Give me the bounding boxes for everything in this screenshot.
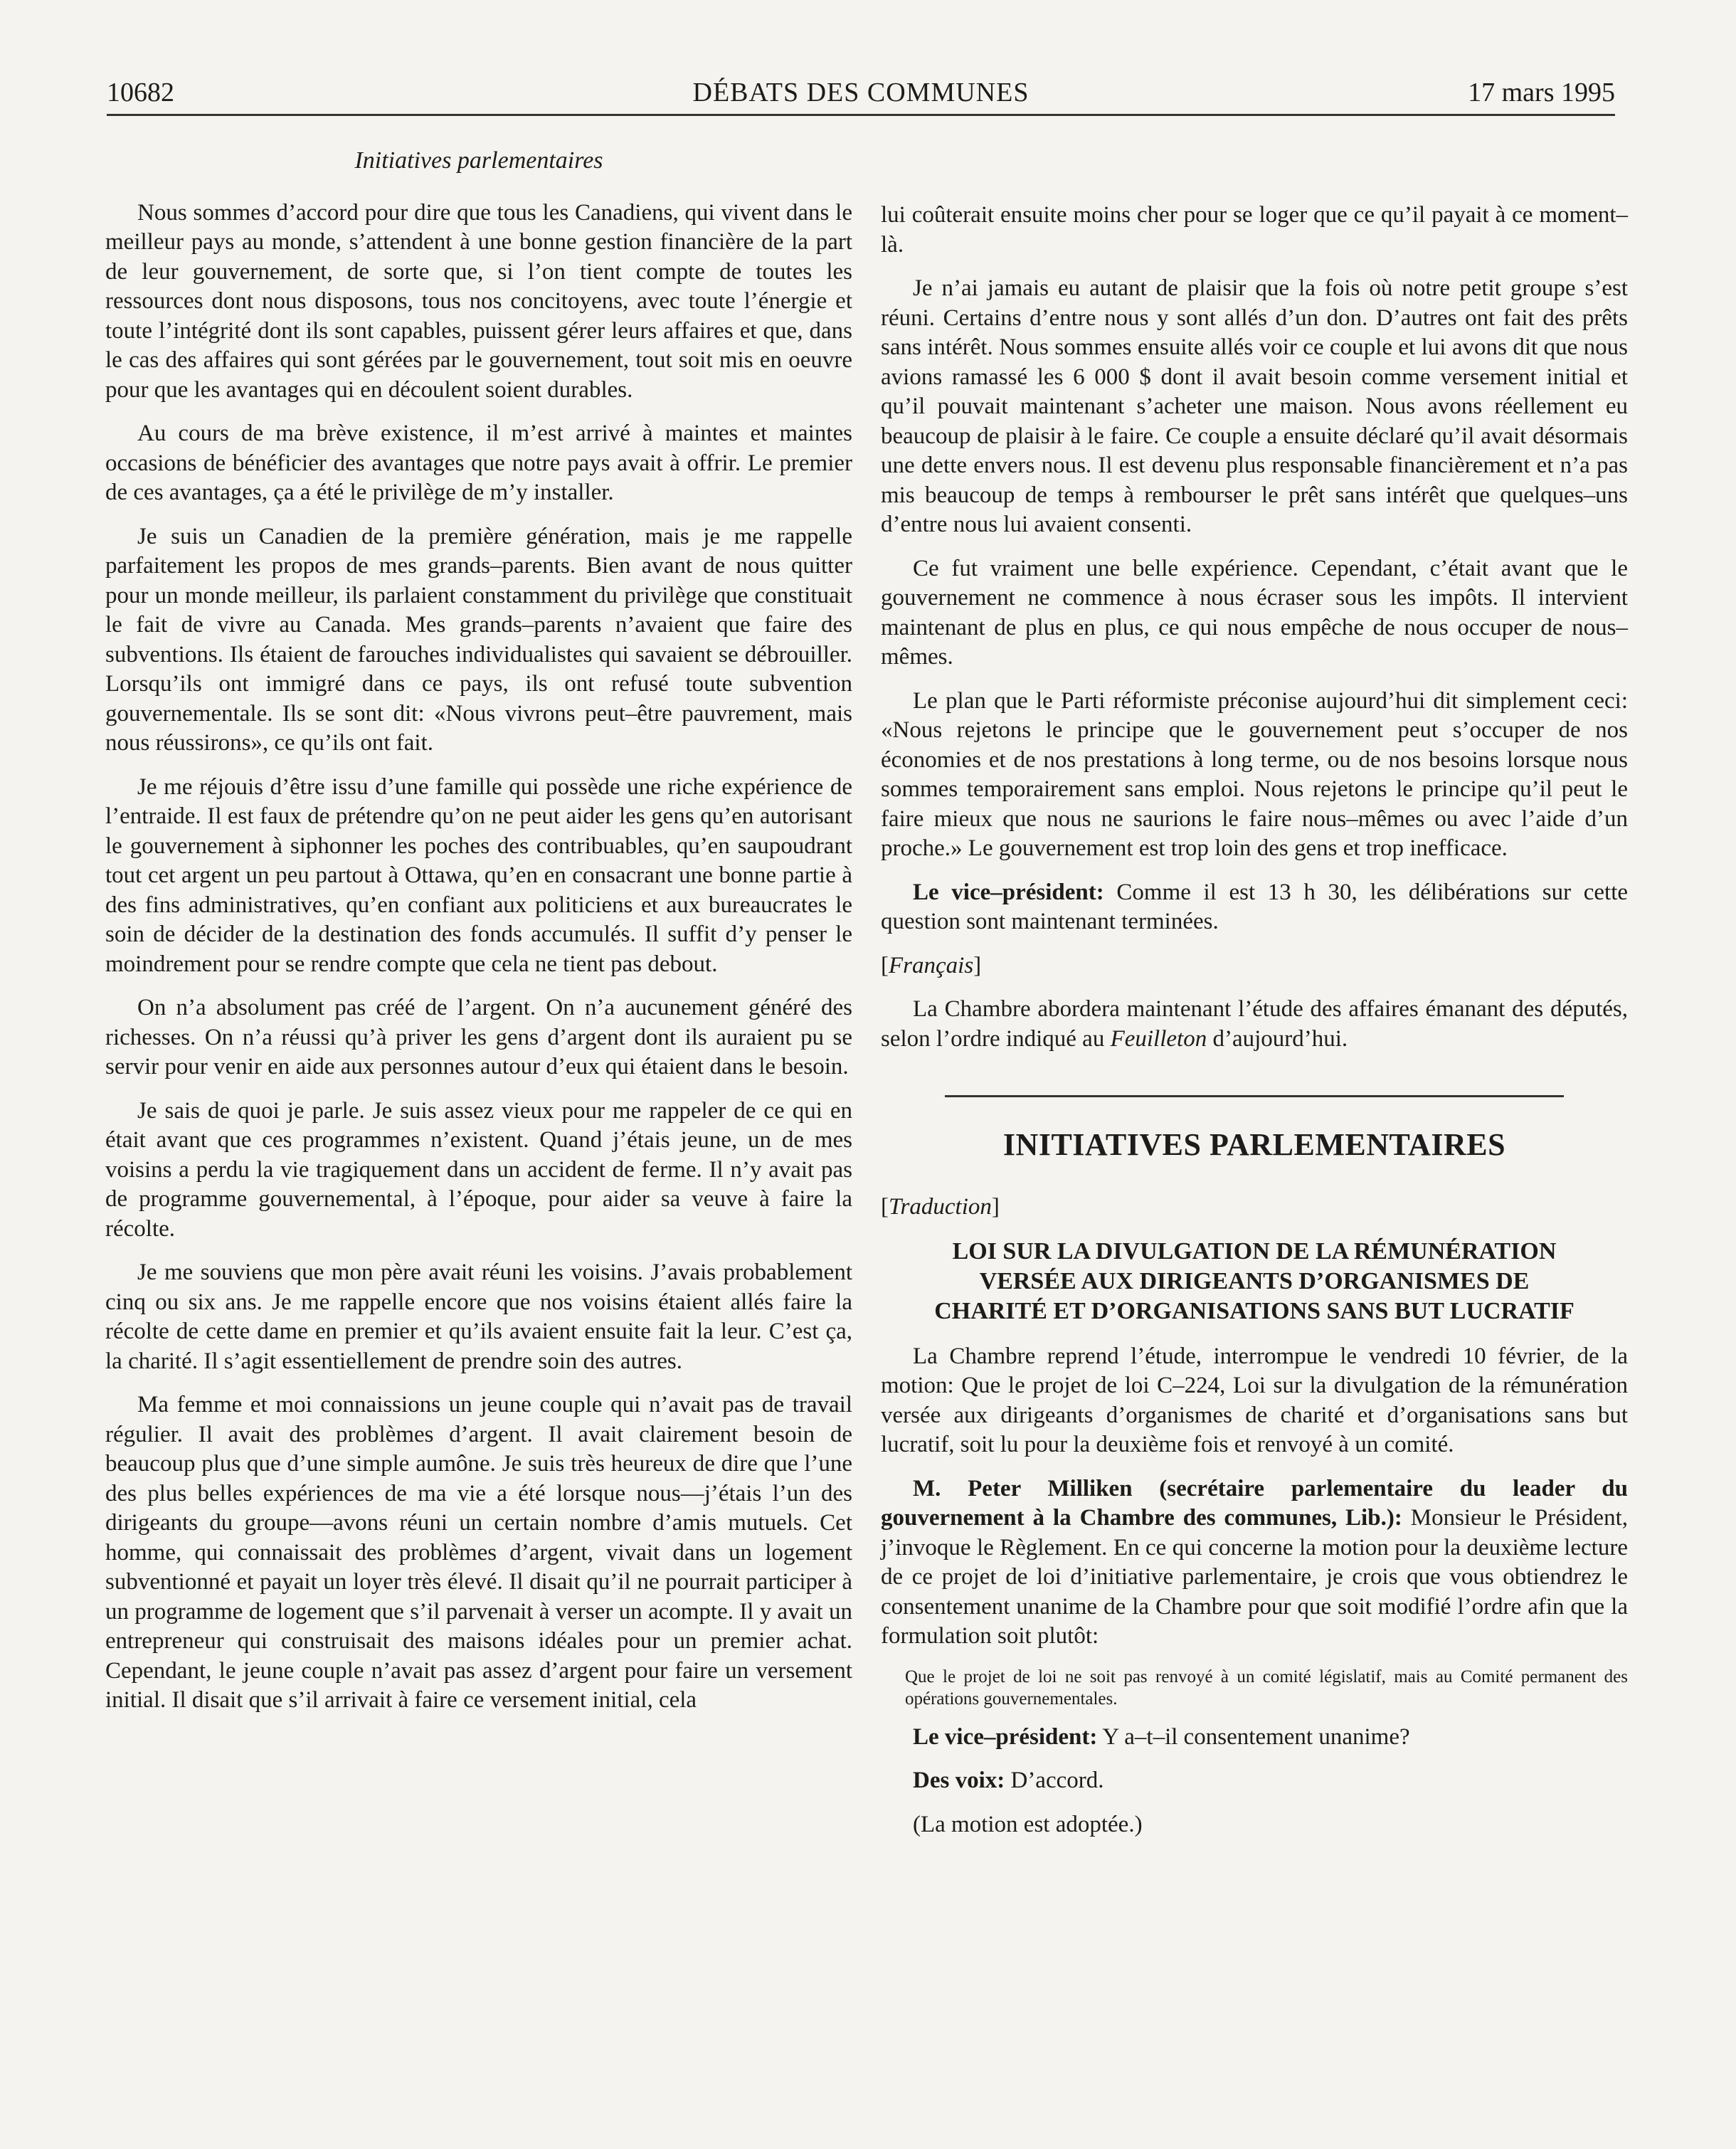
speech-text: Y a–t–il consentement unanime? bbox=[1102, 1723, 1410, 1750]
paragraph: Je sais de quoi je parle. Je suis assez vieux pour me rappeler de ce qui en était avant que ces programmes n’existent. Quand j’étais jeune, un de mes voisins a perdu la vie tragiquement dans un accident de ferme. Il n’y avait pas de programme gouvernemental, à l’époque, pour aider sa veuve à faire la récolte. bbox=[105, 1097, 852, 1242]
paragraph: Le plan que le Parti réformiste préconise aujourd’hui dit simplement ceci: «Nous rejetons le principe que le gouvernement peut s’occuper de nos économies et de nos prestations à long terme, ou de nos besoins lorsque nous sommes temporairement sans emploi. Nous rejetons le principe qu’il peut le faire mieux que nous ne saurions le faire nous–mêmes ou avec l’aide d’un proche.» Le gouvernement est trop loin des gens et trop inefficace. bbox=[881, 687, 1628, 861]
section-label: Initiatives parlementaires bbox=[354, 147, 603, 174]
paragraph: Ma femme et moi connaissions un jeune couple qui n’avait pas de travail régulier. Il avait des problèmes d’argent. Il avait clairement besoin de beaucoup plus que d’une simple aumône. Je suis très heureux de dire que l’une des plus belles expériences de ma vie a été lorsque nous—j’étais l’un des dirigeants du groupe—avons réuni un certain nombre d’amis mutuels. Cet homme, qui connaissait des problèmes d’argent, vivait dans un logement subventionné et payait un loyer très élevé. Il disait qu’il ne pourrait participer à un programme de logement que s’il parvenait à verser un acompte. Il y avait un entrepreneur qui construisait des maisons idéales pour un premier achat. Cependant, le jeune couple n’avait pas assez d’argent pour faire un versement initial. Il disait que s’il arrivait à faire ce versement initial, cela bbox=[105, 1392, 852, 1713]
speech-voices bbox=[881, 1766, 1628, 1796]
language-tag-text: Français bbox=[889, 952, 974, 978]
paragraph: Au cours de ma brève existence, il m’est arrivé à maintes et maintes occasions de bénéficier des avantages que notre pays avait à offrir. Le premier de ces avantages, ça a été le privilège de m’y installer. bbox=[105, 421, 852, 505]
chamber-text-end: d’aujourd’hui. bbox=[1212, 1025, 1348, 1052]
paragraph: Nous sommes d’accord pour dire que tous les Canadiens, qui vivent dans le meilleur pays au monde, s’attendent à une bonne gestion financière de la part de leur gouvernement, de sorte que, si l’on tient compte de toutes les ressources dont nous disposons, tous nos concitoyens, avec toute l’énergie et toute l’intégrité dont ils sont capables, puissent gérer leurs affaires et que, dans le cas des affaires qui sont gérées par le gouvernement, tout soit mis en oeuvre pour que les avantages qui en découlent soient durables. bbox=[105, 199, 852, 403]
bill-title-line: VERSÉE AUX DIRIGEANTS D’ORGANISMES DE bbox=[979, 1267, 1530, 1294]
left-column bbox=[105, 146, 852, 1730]
speech-text: Comme il est 13 h 30, les délibérations sur cette question sont maintenant terminées. bbox=[881, 879, 1629, 934]
paragraph: Je me souviens que mon père avait réuni les voisins. J’avais probablement cinq ou six ans. Je me rappelle encore que nos voisins étaient allés faire la récolte de cette dame en premier et qu’ils avaient ensuite fait la leur. C’est ça, la charité. Il s’agit essentiellement de prendre soin des autres. bbox=[105, 1260, 852, 1374]
publication-date: 17 mars 1995 bbox=[1468, 78, 1615, 107]
paragraph: Ce fut vraiment une belle expérience. Cependant, c’était avant que le gouvernement ne commence à nous écraser sous les impôts. Il intervient maintenant de plus en plus, ce qui nous empêche de nous occuper de nous–mêmes. bbox=[881, 555, 1628, 670]
paragraph: Je me réjouis d’être issu d’une famille qui possède une riche expérience de l’entraide. Il est faux de prétendre qu’on ne peut aider les gens qu’en autorisant le gouvernement à siphonner les poches des contribuables, qu’en saupoudrant tout cet argent un peu partout à Ottawa, qu’en en consacrant une bonne partie à des fins administratives, qu’en confiant aux politiciens et aux bureaucrates le soin de décider de la destination des fonds accumulés. Il suffit d’y penser le moindrement pour se rendre compte que cela ne tient pas debout. bbox=[105, 773, 852, 977]
page-number: 10682 bbox=[107, 78, 174, 107]
chamber-paragraph bbox=[881, 995, 1628, 1054]
speaker-name: M. Peter Milliken (secrétaire parlementaire du leader du gouvernement à la Chambre des communes, Lib.): bbox=[881, 1475, 1628, 1531]
language-tag: [Traduction] bbox=[881, 1194, 1000, 1220]
bill-title bbox=[881, 1237, 1628, 1326]
feuilleton-text: Feuilleton bbox=[1110, 1025, 1207, 1052]
language-tag: [Français] bbox=[881, 952, 982, 978]
speaker-name: Le vice–président: bbox=[913, 879, 1104, 905]
main-heading: INITIATIVES PARLEMENTAIRES bbox=[1002, 1127, 1506, 1162]
motion-adopted: (La motion est adoptée.) bbox=[913, 1811, 1143, 1837]
speaker-name: Des voix: bbox=[913, 1768, 1005, 1793]
speech-vice-president bbox=[881, 1723, 1628, 1753]
running-header bbox=[107, 71, 1615, 116]
motion-quote: Que le projet de loi ne soit pas renvoyé à un comité législatif, mais au Comité permanent des opérations gouvernementales. bbox=[905, 1667, 1628, 1709]
speech-text: D’accord. bbox=[1010, 1768, 1104, 1793]
publication-title: DÉBATS DES COMMUNES bbox=[692, 78, 1030, 107]
bill-title-line: CHARITÉ ET D’ORGANISATIONS SANS BUT LUCRATIF bbox=[934, 1297, 1574, 1324]
speech-text: Monsieur le Président, j’invoque le Règlement. En ce qui concerne la motion pour la deuxième lecture de ce projet de loi d’initiative parlementaire, je crois que vous obtiendrez le consentement unanime de la Chambre pour que soit modifié l’ordre afin que la formulation soit plutôt: bbox=[881, 1505, 1628, 1649]
right-column bbox=[881, 201, 1628, 1854]
speech-milliken bbox=[881, 1474, 1628, 1652]
paragraph: On n’a absolument pas créé de l’argent. On n’a aucunement généré des richesses. On n’a réussi qu’à priver les gens d’argent dont ils auraient pu se servir pour venir en aide aux personnes autour d’eux qui étaient dans le besoin. bbox=[105, 995, 852, 1079]
section-divider bbox=[945, 1095, 1564, 1097]
speech-vice-president bbox=[881, 878, 1628, 937]
bill-title-line: LOI SUR LA DIVULGATION DE LA RÉMUNÉRATION bbox=[952, 1237, 1557, 1264]
paragraph: Je n’ai jamais eu autant de plaisir que la fois où notre petit groupe s’est réuni. Certains d’entre nous y sont allés d’un don. D’autres ont fait des prêts sans intérêt. Nous sommes ensuite allés voir ce couple et lui avons dit que nous avions ramassé les 6 000 $ dont il avait besoin comme versement initial et qu’il pouvait maintenant s’acheter une maison. Nous avons réellement eu beaucoup de plaisir à le faire. Ce couple a ensuite déclaré qu’il avait désormais une dette envers nous. Il est devenu plus responsable financièrement et n’a pas mis beaucoup de temps à rembourser le prêt sans intérêt que quelques–uns d’entre nous lui avaient consenti. bbox=[881, 275, 1628, 537]
chamber-text: La Chambre abordera maintenant l’étude des affaires émanant des députés, selon l’ordre indiqué au bbox=[881, 996, 1628, 1052]
language-tag-text: Traduction bbox=[889, 1194, 992, 1220]
motion-paragraph: La Chambre reprend l’étude, interrompue le vendredi 10 février, de la motion: Que le projet de loi C–224, Loi sur la divulgation de la rémunération versée aux dirigeants d’organismes de charité et d’organisations sans but lucratif, soit lu pour la deuxième fois et renvoyé à un comité. bbox=[881, 1343, 1628, 1457]
paragraph: Je suis un Canadien de la première génération, mais je me rappelle parfaitement les propos de mes grands–parents. Bien avant de nous quitter pour un monde meilleur, ils parlaient constamment du privilège que constituait le fait de vivre au Canada. Mes grands–parents n’avaient que faire des subventions. Ils étaient de farouches individualistes qui savaient se débrouiller. Lorsqu’ils ont immigré dans ce pays, ils ont refusé toute subvention gouvernementale. Ils se sont dit: «Nous vivrons peut–être pauvrement, mais nous réussirons», ce qu’ils ont fait. bbox=[105, 523, 852, 756]
speaker-name: Le vice–président: bbox=[913, 1723, 1098, 1750]
continuation-paragraph: lui coûterait ensuite moins cher pour se loger que ce qu’il payait à ce moment–là. bbox=[881, 202, 1628, 258]
